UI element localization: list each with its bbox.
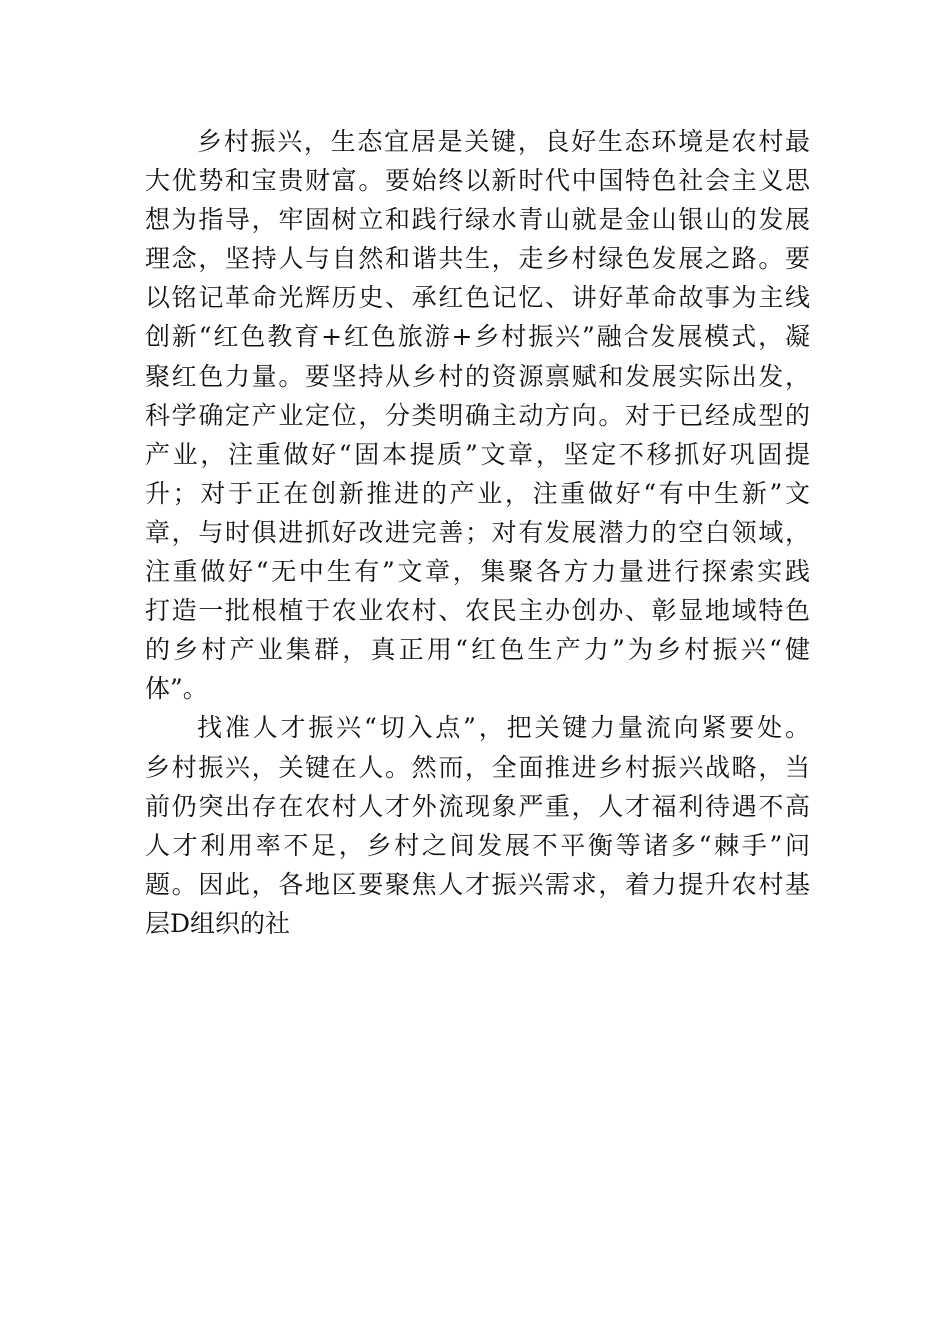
text-line: 的乡村产业集群，真正用“红色生产力”为乡村振兴“健 bbox=[145, 635, 810, 665]
paragraph-ecology bbox=[145, 122, 810, 708]
text-line: 人才利用率不足，乡村之间发展不平衡等诸多“棘手”问 bbox=[145, 830, 810, 860]
text-line: 乡村振兴，生态宜居是关键，良好生态环境是农村最 bbox=[197, 127, 810, 156]
text-line: 聚红色力量。要坚持从乡村的资源禀赋和发展实际出发， bbox=[145, 361, 810, 391]
text-line: 以铭记革命光辉历史、承红色记忆、讲好革命故事为主线 bbox=[145, 283, 810, 313]
text-line: 层D组织的社 bbox=[145, 908, 291, 938]
text-line: 前仍突出存在农村人才外流现象严重，人才福利待遇不高 bbox=[145, 791, 810, 821]
document-body bbox=[145, 122, 810, 943]
text-line: 理念，坚持人与自然和谐共生，走乡村绿色发展之路。要 bbox=[145, 244, 810, 274]
text-line: 题。因此，各地区要聚焦人才振兴需求，着力提升农村基 bbox=[145, 869, 810, 899]
paragraph-talent bbox=[145, 708, 810, 943]
text-line: 升；对于正在创新推进的产业，注重做好“有中生新”文 bbox=[145, 478, 810, 508]
text-line: 章，与时俱进抓好改进完善；对有发展潜力的空白领域， bbox=[145, 517, 810, 547]
text-line: 注重做好“无中生有”文章，集聚各方力量进行探索实践 bbox=[145, 557, 810, 587]
text-line: 科学确定产业定位，分类明确主动方向。对于已经成型的 bbox=[145, 400, 810, 430]
text-line: 打造一批根植于农业农村、农民主办创办、彰显地域特色 bbox=[145, 596, 810, 626]
text-line: 体”。 bbox=[145, 674, 208, 704]
text-line: 想为指导，牢固树立和践行绿水青山就是金山银山的发展 bbox=[145, 205, 810, 235]
text-line: 乡村振兴，关键在人。然而，全面推进乡村振兴战略，当 bbox=[145, 752, 810, 782]
text-line: 找准人才振兴“切入点”，把关键力量流向紧要处。 bbox=[197, 713, 810, 743]
text-line: 产业，注重做好“固本提质”文章，坚定不移抓好巩固提 bbox=[145, 439, 810, 469]
text-line: 大优势和宝贵财富。要始终以新时代中国特色社会主义思 bbox=[145, 166, 810, 196]
text-line: 创新“红色教育+红色旅游+乡村振兴”融合发展模式，凝 bbox=[145, 322, 810, 352]
